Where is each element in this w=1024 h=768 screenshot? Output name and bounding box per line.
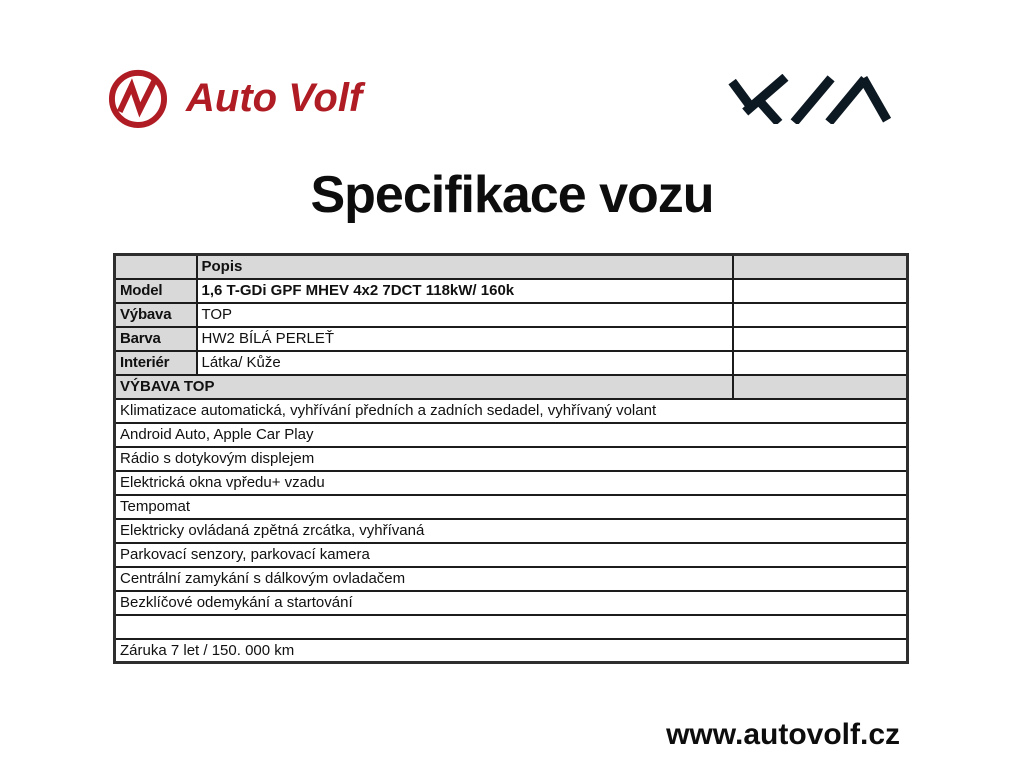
feature-row <box>115 543 908 567</box>
feature-row <box>115 447 908 471</box>
row-label: Barva <box>115 327 197 351</box>
feature-text: Elektrická okna vpředu+ vzadu <box>115 471 908 495</box>
kia-logo-icon <box>704 74 906 124</box>
feature-text: Rádio s dotykovým displejem <box>115 447 908 471</box>
table-row-vybava <box>115 303 908 327</box>
feature-text: Elektricky ovládaná zpětná zrcátka, vyhřívaná <box>115 519 908 543</box>
website-url: www.autovolf.cz <box>666 718 900 751</box>
row-label: Výbava <box>115 303 197 327</box>
spec-table <box>113 253 909 664</box>
feature-text: Bezklíčové odemykání a startování <box>115 591 908 615</box>
table-row-interier <box>115 351 908 375</box>
row-label: Model <box>115 279 197 303</box>
empty-cell <box>115 615 908 639</box>
warranty-row <box>115 639 908 663</box>
table-row-barva <box>115 327 908 351</box>
feature-row <box>115 591 908 615</box>
row-value: 1,6 T-GDi GPF MHEV 4x2 7DCT 118kW/ 160k <box>197 279 733 303</box>
row-value: Látka/ Kůže <box>197 351 733 375</box>
row-value: TOP <box>197 303 733 327</box>
row-label: Interiér <box>115 351 197 375</box>
section-header-row <box>115 375 908 399</box>
empty-cell <box>733 375 908 399</box>
empty-header-cell <box>115 255 197 279</box>
feature-row <box>115 495 908 519</box>
warranty-text: Záruka 7 let / 150. 000 km <box>115 639 908 663</box>
empty-cell <box>733 327 908 351</box>
table-header-row <box>115 255 908 279</box>
feature-text: Centrální zamykání s dálkovým ovladačem <box>115 567 908 591</box>
table-row-model <box>115 279 908 303</box>
empty-row <box>115 615 908 639</box>
feature-text: Android Auto, Apple Car Play <box>115 423 908 447</box>
page-title: Specifikace vozu <box>310 166 714 224</box>
feature-row <box>115 423 908 447</box>
autovolf-logo <box>106 66 362 130</box>
feature-text: Tempomat <box>115 495 908 519</box>
section-header: VÝBAVA TOP <box>115 375 733 399</box>
autovolf-logo-icon <box>106 66 170 130</box>
feature-row <box>115 399 908 423</box>
column-header-popis: Popis <box>197 255 733 279</box>
feature-row <box>115 471 908 495</box>
empty-header-cell <box>733 255 908 279</box>
empty-cell <box>733 303 908 327</box>
feature-text: Parkovací senzory, parkovací kamera <box>115 543 908 567</box>
empty-cell <box>733 279 908 303</box>
empty-cell <box>733 351 908 375</box>
row-value: HW2 BÍLÁ PERLEŤ <box>197 327 733 351</box>
autovolf-logo-text: Auto Volf <box>186 75 363 120</box>
feature-row <box>115 519 908 543</box>
feature-text: Klimatizace automatická, vyhřívání předních a zadních sedadel, vyhřívaný volant <box>115 399 908 423</box>
feature-row <box>115 567 908 591</box>
